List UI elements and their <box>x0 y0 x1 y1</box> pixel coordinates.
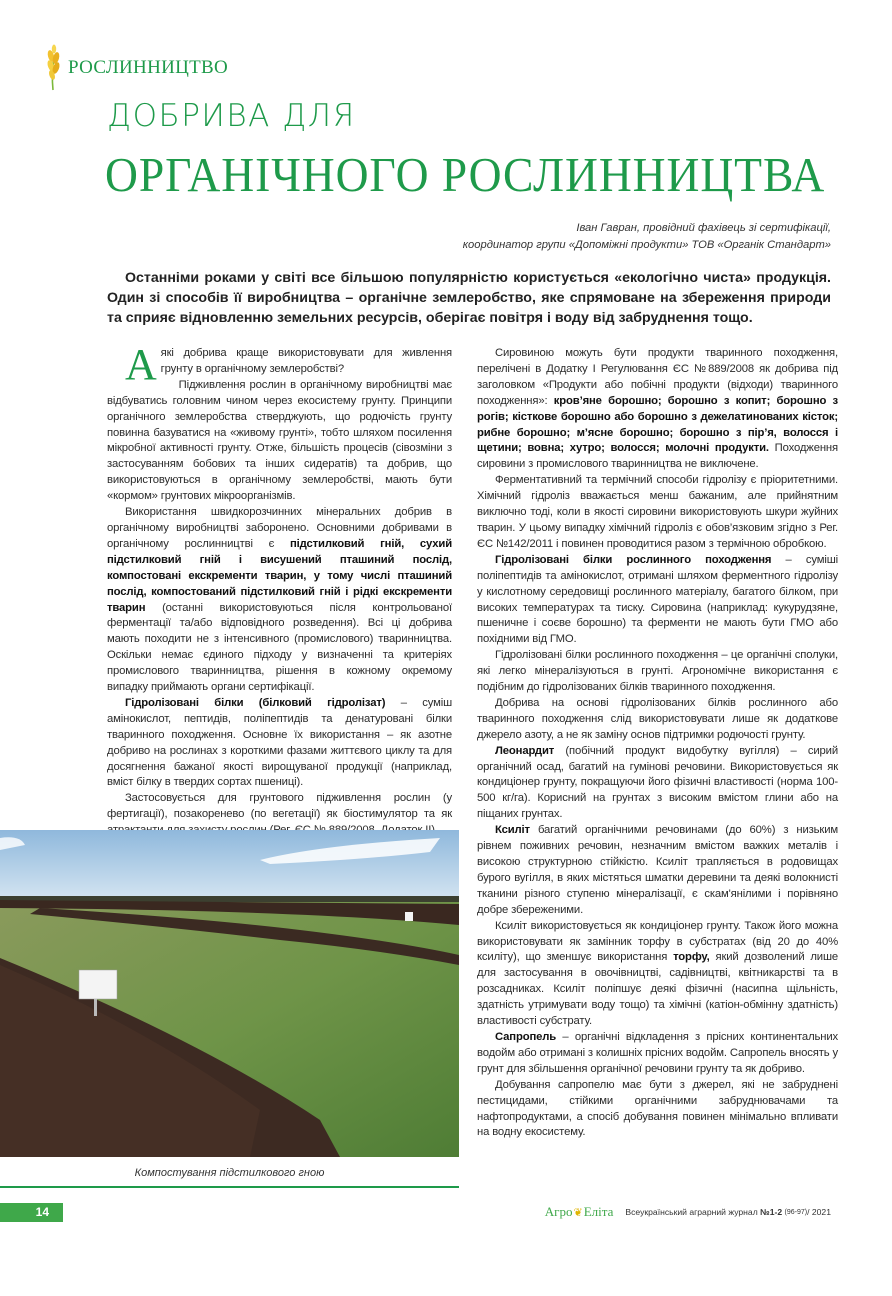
drop-cap: А <box>125 340 157 389</box>
text: (побічний продукт видобутку вугілля) – сирий органічний осад, багатий на гумінові речовини. Використовується як кондиціонер грунту, покращуючи його фізичні властивості (норма 100-500 кг/га). Корисний на грунтах з високим вмістом глини або на піщаних грунтах. <box>477 744 838 821</box>
byline-line-1: Іван Гавран, провідний фахівець зі сертифікації, <box>576 222 831 234</box>
issue-year: / 2021 <box>807 1207 831 1217</box>
paragraph <box>477 346 838 473</box>
text: Ксиліт використовується як кондиціонер грунту. Також його можна використовувати як замінник торфу в субстратах (від 20 до 40% ксиліту), що зменшує використання <box>477 919 838 964</box>
title-line-2: ОРГАНІЧНОГО РОСЛИННИЦТВА <box>105 147 826 202</box>
bold-text: підстилковий гній, сухий підстилковий гній і висушений пташиний послід, компостовані екскременти тварин, у тому числі пташиний послід, компостований підстилковий гній і рідкі екскременти тварин <box>107 537 453 614</box>
paragraph <box>107 696 452 791</box>
brand-right: Еліта <box>583 1204 614 1219</box>
bold-term: Леонардит <box>495 744 555 757</box>
brand-left: Агро <box>544 1204 573 1219</box>
bold-text: торфу, <box>673 951 710 964</box>
leaf-icon: ❦ <box>573 1206 583 1219</box>
left-column <box>107 340 453 839</box>
text: (останні використовуються після контрольованої ферментації та/або відповідного розведення). Всі ці добрива мають походити не з інтенсивного (промислового) тваринництва. Оскільки немає єдиного підходу у визначенні та критеріях промислового тваринництва, рішення в кожному окремому випадку приймають органи сертифікації. <box>107 601 452 694</box>
compost-field-photo <box>0 830 459 1157</box>
footer <box>545 1204 831 1220</box>
bold-term: Ксиліт <box>495 824 530 837</box>
author-byline <box>463 220 831 254</box>
paragraph: Підживлення рослин в органічному виробництві має відбуватись головним чином через екосистему грунту. Принципи органічного землеробства стверджують, що родючість грунту повинна базуватися на «живому грунті», тобто шляхом посилення мікробної активності грунту. Отже, більшість процесів (сівозміни з застосуванням бобових та інших сидератів) та добрив, що використовуються в органічному землеробстві, мають бути «кормом» грунтових мікроорганізмів. <box>107 378 452 503</box>
bold-term: Сапропель <box>495 1030 557 1043</box>
text: – суміші поліпептидів та амінокислот, отримані шляхом ферментного гідролізу у кислотному середовищі рослинного матеріалу, багатого білком, при високих температурах та тиску. Сировина (наприклад: кукурудзяне, пшеничне і соєве борошно) та ферменти не мають бути ГМО або похідними від ГМО. <box>477 553 838 646</box>
bold-term: Гідролізовані білки рослинного походження <box>495 553 772 566</box>
brand-logo <box>545 1204 614 1220</box>
text: Походження сировини з промислового тваринництва не виключене. <box>477 442 838 471</box>
byline-line-2: координатор групи «Допоміжні продукти» ТОВ «Органік Стандарт» <box>462 239 831 251</box>
text: Використання швидкорозчинних мінеральних добрив в органічному виробництві заборонено. Основними добривами в органічному рослинництві є <box>107 506 452 550</box>
bold-term: Гідролізовані білки (білковий гідролізат) <box>125 696 386 709</box>
intro-text: які добрива краще використовувати для живлення грунту в органічному землеробстві? <box>160 347 452 375</box>
text: – органічні відкладення з прісних континентальних водойм або отримані з колишніх прісних водойм. Сапропель вносять у грунт для збільшення органічної речовини грунту та як добриво. <box>477 1030 838 1075</box>
lead-text: Останніми роками у світі все більшою популярністю користується «екологічно чиста» продукція. Один зі способів її виробництва – органічне землеробство, яке спрямоване на збереження природи та сприяє відновленню земельних ресурсів, оберігає повітря і воду від забруднення тощо. <box>107 270 831 326</box>
caption-divider <box>0 1186 459 1188</box>
page-number: 14 <box>0 1203 63 1222</box>
paragraph: Ферментативний та термічний способи гідролізу є пріоритетними. Хімічний гідроліз вважається менш бажаним, але прийнятним виключно тоді, коли в якості сировини використовують шкури жуйних тварин. У цьому випадку хімічний гідроліз є обов’язковим згідно з Рег. ЄС №142/2011 і повинен проводитися разом з термічною обробкою. <box>477 474 838 550</box>
paragraph <box>477 1030 838 1078</box>
photo-caption: Компостування підстилкового гною <box>134 1167 325 1179</box>
section-label: РОСЛИННИЦТВО <box>68 57 229 78</box>
issue-detail: (96-97) <box>784 1208 808 1216</box>
paragraph: Застосовується для грунтового підживлення рослин (у фертигації), позакоренево (по вегетації) як біостимулятор та як <box>107 792 452 821</box>
paragraph: Добування сапропелю має бути з джерел, які не забруднені пестицидами, стійкими органічними забруднювачами та нафтопродуктами, а спосіб добування повинен мінімально впливати на водну екосистему. <box>477 1078 838 1139</box>
paragraph <box>477 823 838 918</box>
text: багатий органічними речовинами (до 60%) з низьким рівнем поживних речовин, незначним вмістом важких металів і високою структурною стійкістю. Ксиліт трапляється в родовищах бурого вугілля, в яких містяться шматки деревини та деякі волокнисті тканини різного ступеню мінералізації, є скам'янілими і порівняно добре збереженими. <box>477 824 838 916</box>
right-column <box>477 346 838 1141</box>
section-header <box>42 44 228 92</box>
journal-name: Всеукраїнський аграрний журнал <box>625 1207 758 1217</box>
issue-number: №1-2 <box>760 1207 783 1217</box>
lead-paragraph <box>107 268 831 328</box>
paragraph: Добрива на основі гідролізованих білків рослинного або тваринного походження слід використовувати лише як додаткове джерело азоту, а не як заміну основ підтримки родючості грунту. <box>477 696 838 741</box>
photo-image <box>0 830 459 1157</box>
paragraph <box>477 744 838 824</box>
wheat-icon <box>42 44 64 92</box>
paragraph: Гідролізовані білки рослинного походження – це органічні сполуки, які легко мінералізуються в грунті. Агрономічне використання є подібним до гідролізованих білків тваринного походження. <box>477 649 838 694</box>
paragraph <box>477 553 838 648</box>
text: який дозволений лише для застосування в овочівництві, садівництві, квітникарстві та в розсадниках. Ксиліт поліпшує деякі фізичні (насипна щільність, здатність утримувати воду тощо) та хімічні (катіон-обмінну здатність) властивості субстрату. <box>477 951 838 1028</box>
paragraph <box>107 505 452 696</box>
text: – суміш амінокислот, пептидів, поліпептидів та денатуровані білки тваринного походження. Основне їх використання – як азотне добриво на рослинах з короткими фазами життєвого циклу та для досягнення бажаної якості вирощуваної продукції (наприклад, вміст білку в твердих сортах пшениці). <box>107 696 452 789</box>
paragraph <box>477 919 838 1030</box>
bold-text: кров’яне борошно; борошно з копит; борошно з рогів; кісткове борошно або борошно з дежелатинованих кісток; рибне борошно; м’ясне борошно; борошно з пір’я, волосся і щетини; вовна; хутро; волосся; молочні продукти. <box>477 394 839 455</box>
intro-paragraph <box>107 340 452 389</box>
text: Сировиною можуть бути продукти тваринного походження, перелічені в Додатку I Регулювання ЄС №889/2008 як добрива під заголовком «Продукти або побічні продукти (відходи) тваринного походження»: <box>477 347 838 407</box>
title-line-1: ДОБРИВА ДЛЯ <box>107 98 356 134</box>
